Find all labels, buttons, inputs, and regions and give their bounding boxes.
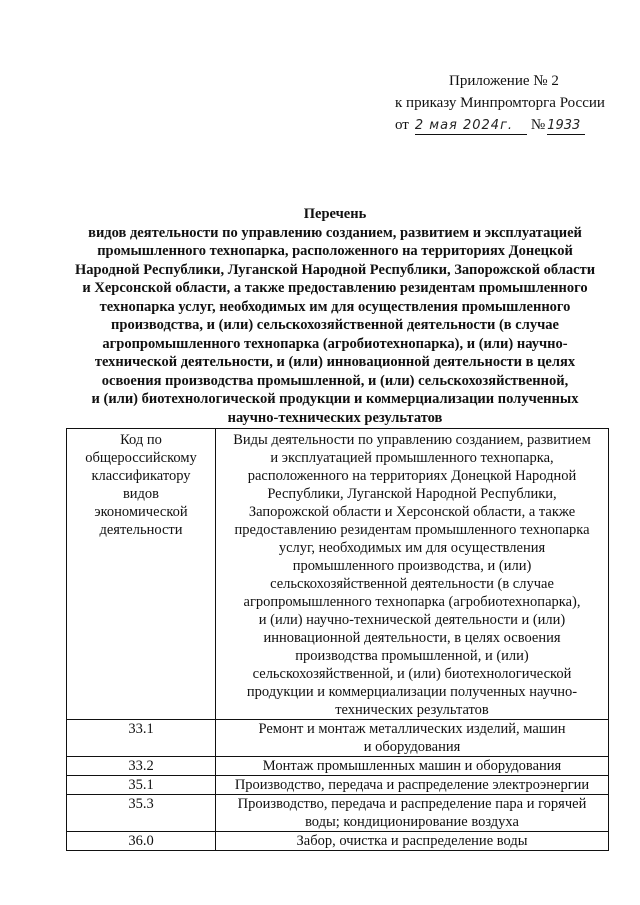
title-line: видов деятельности по управлению созданием, развитием и эксплуатацией <box>88 224 582 241</box>
title-line: технопарка услуг, необходимых им для осуществления промышленного <box>99 298 571 315</box>
title-line: освоения производства промышленной, и (или) сельскохозяйственной, <box>101 372 569 389</box>
appendix-label: Приложение № 2 <box>449 73 559 89</box>
activity-description <box>216 832 609 851</box>
header-desc-line: сельскохозяйственной деятельности (в случае <box>270 576 554 592</box>
title-line: и Херсонской области, а также предоставлению резидентам промышленного <box>82 280 588 296</box>
header-code-line: классификатору <box>91 468 191 484</box>
activity-code: 35.3 <box>67 795 216 832</box>
activity-code: 36.0 <box>67 832 216 851</box>
header-desc-line: и (или) научно-технической деятельности и (или) <box>258 612 566 628</box>
header-desc-line: предоставлению резидентам промышленного технопарка <box>234 522 590 538</box>
activity-code: 33.1 <box>67 720 216 757</box>
title-line: Народной Республики, Луганской Народной Республики, Запорожской области <box>74 261 596 278</box>
header-desc-line: производства промышленной, и (или) <box>295 648 529 664</box>
activity-description-line: Производство, передача и распределение пара и горячей <box>237 796 587 812</box>
number-prefix: № <box>530 117 546 133</box>
document-title <box>60 205 610 427</box>
header-desc-line: услуг, необходимых им для осуществления <box>278 540 546 556</box>
activity-description-line: и оборудования <box>363 739 461 755</box>
table-header-row <box>67 429 609 720</box>
header-desc-line: технических результатов <box>335 702 489 718</box>
title-line: и (или) биотехнологической продукции и коммерциализации полученных <box>91 391 579 407</box>
activity-description <box>216 795 609 832</box>
activity-description-line: воды; кондиционирование воздуха <box>305 814 519 830</box>
table-row <box>67 757 609 776</box>
header-desc-line: продукции и коммерциализации полученных научно- <box>246 684 578 700</box>
title-heading: Перечень <box>303 206 367 222</box>
title-line: производства, и (или) сельскохозяйственной деятельности (в случае <box>111 317 559 333</box>
activity-description <box>216 776 609 795</box>
activity-description <box>216 757 609 776</box>
handwritten-date: 2 мая 2024г. <box>415 118 527 135</box>
activities-table <box>66 428 609 851</box>
header-desc-line: инновационной деятельности, в целях освоения <box>263 630 561 646</box>
date-prefix: от <box>395 117 409 133</box>
table-row <box>67 795 609 832</box>
header-desc-line: Республики, Луганской Народной Республики, <box>267 486 557 502</box>
activity-description <box>216 720 609 757</box>
table-row <box>67 776 609 795</box>
activity-description-line: Монтаж промышленных машин и оборудования <box>262 758 562 774</box>
header-code-line: видов <box>122 486 160 502</box>
title-line: научно-технических результатов <box>227 409 443 426</box>
table-row <box>67 832 609 851</box>
header-code-line: деятельности <box>99 522 183 538</box>
header-desc-line: Виды деятельности по управлению созданием, развитием <box>233 432 591 448</box>
header-desc-cell <box>216 429 609 720</box>
activity-code: 33.2 <box>67 757 216 776</box>
title-line: промышленного технопарка, расположенного на территориях Донецкой <box>97 243 573 259</box>
activity-description-line: Ремонт и монтаж металлических изделий, машин <box>258 721 566 737</box>
title-text <box>60 224 610 428</box>
header-desc-line: расположенного на территориях Донецкой Народной <box>247 468 577 484</box>
title-line: технической деятельности, и (или) инновационной деятельности в целях <box>94 354 576 370</box>
header-code-line: экономической <box>94 504 188 520</box>
activity-description-line: Забор, очистка и распределение воды <box>296 833 528 849</box>
handwritten-number: 1933 <box>547 118 585 135</box>
header-code-cell <box>67 429 216 720</box>
header-desc-line: сельскохозяйственной, и (или) биотехнологической <box>252 666 572 682</box>
table-row <box>67 720 609 757</box>
header-code-line: общероссийскому <box>85 450 197 466</box>
header-desc-line: агропромышленного технопарка (агробиотехнопарка), <box>243 594 581 610</box>
header-desc-line: и эксплуатацией промышленного технопарка, <box>270 450 554 466</box>
activity-description-line: Производство, передача и распределение электроэнергии <box>234 777 590 793</box>
header-code-line: Код по <box>120 432 162 448</box>
order-reference: к приказу Минпромторга России <box>395 95 605 111</box>
header-desc-line: Запорожской области и Херсонской области, а также <box>248 504 576 520</box>
header-desc-line: промышленного производства, и (или) <box>292 558 532 574</box>
title-line: агропромышленного технопарка (агробиотехнопарка), и (или) научно- <box>102 335 568 352</box>
order-date-line <box>395 114 625 136</box>
appendix-header <box>395 70 625 136</box>
activity-code: 35.1 <box>67 776 216 795</box>
